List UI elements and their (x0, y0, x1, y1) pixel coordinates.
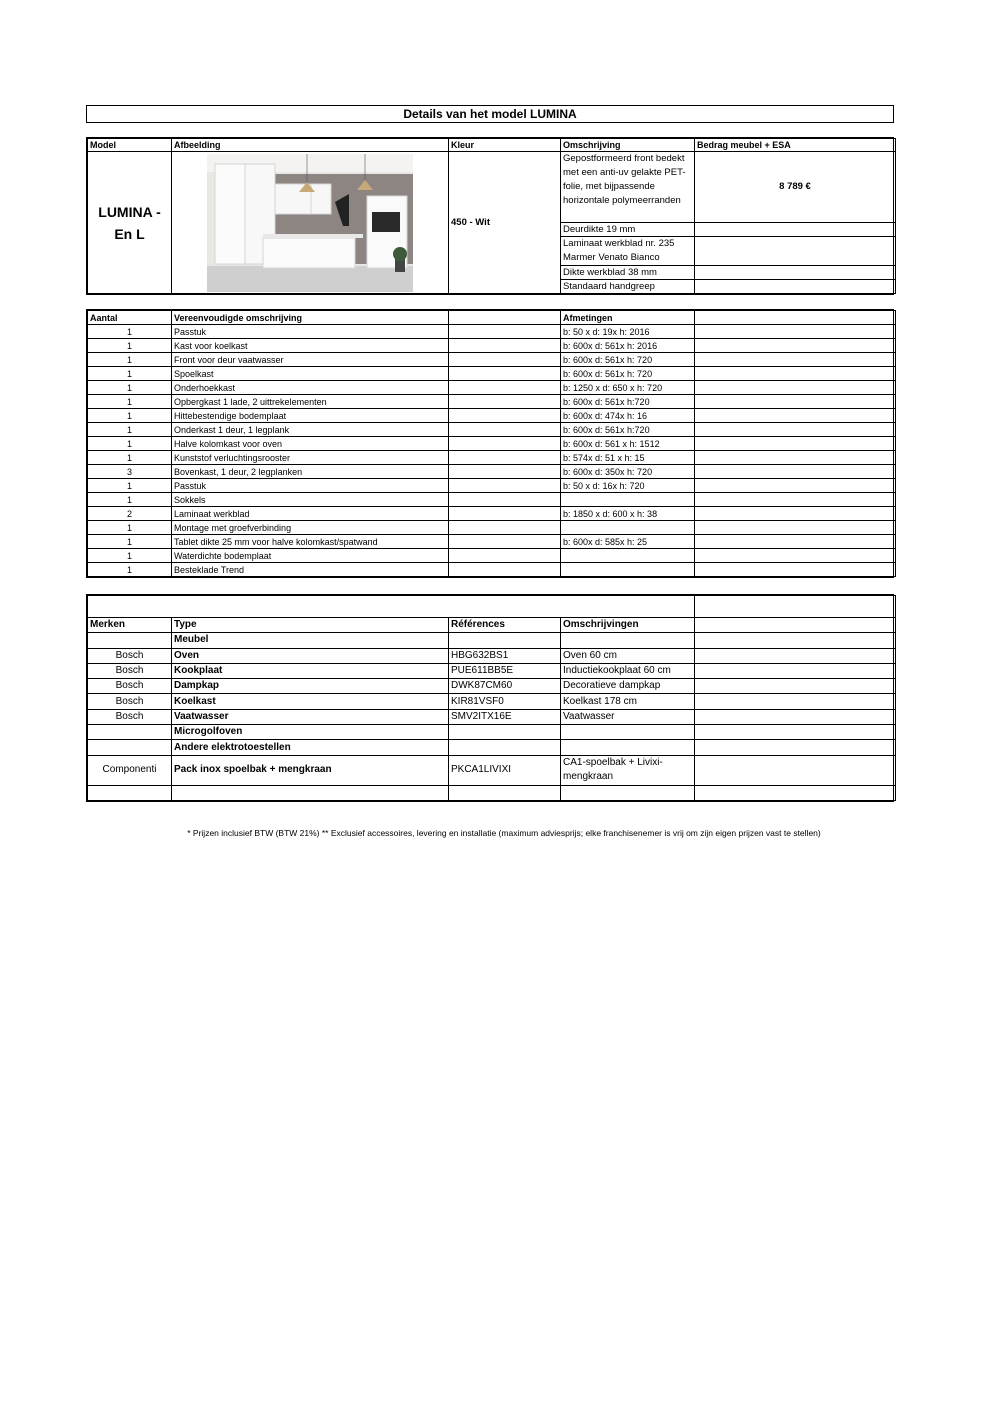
header-quantity: Aantal (88, 311, 172, 325)
appliance-reference: PKCA1LIVIXI (449, 755, 561, 785)
appliance-brand (88, 740, 172, 755)
kitchen-photo-icon (207, 154, 413, 292)
item-dimensions (561, 549, 695, 563)
appliance-type: Vaatwasser (172, 709, 449, 724)
appliance-type (172, 785, 449, 800)
description-front: Gepostformeerd front bedekt met een anti-uv gelakte PET-folie, met bijpassende horizontale polymeerranden (561, 152, 695, 223)
item-description: Halve kolomkast voor oven (172, 437, 449, 451)
table-row (88, 423, 896, 437)
table-row (88, 535, 896, 549)
item-dimensions: b: 600x d: 561x h: 2016 (561, 339, 695, 353)
item-description: Laminaat werkblad (172, 507, 449, 521)
table-row (88, 755, 896, 785)
item-description: Besteklade Trend (172, 563, 449, 577)
item-description: Montage met groefverbinding (172, 521, 449, 535)
appliance-brand: Bosch (88, 663, 172, 678)
item-dimensions: b: 600x d: 561x h:720 (561, 423, 695, 437)
header-descriptions: Omschrijvingen (561, 618, 695, 633)
appliance-type: Oven (172, 648, 449, 663)
appliance-type: Andere elektrotoestellen (172, 740, 449, 755)
appliance-description (561, 785, 695, 800)
description-worktop-thickness: Dikte werkblad 38 mm (561, 266, 695, 280)
table-row (88, 493, 896, 507)
item-quantity: 1 (88, 339, 172, 353)
appliance-type: Microgolfoven (172, 725, 449, 740)
table-row (88, 633, 896, 648)
item-dimensions: b: 600x d: 561 x h: 1512 (561, 437, 695, 451)
item-dimensions: b: 600x d: 561x h: 720 (561, 367, 695, 381)
table-row (88, 451, 896, 465)
item-quantity: 1 (88, 437, 172, 451)
item-description: Sokkels (172, 493, 449, 507)
appliance-reference (449, 725, 561, 740)
model-color: 450 - Wit (449, 152, 561, 294)
table-row (88, 465, 896, 479)
item-dimensions: b: 574x d: 51 x h: 15 (561, 451, 695, 465)
item-quantity: 1 (88, 451, 172, 465)
table-row (88, 409, 896, 423)
item-description: Front voor deur vaatwasser (172, 353, 449, 367)
item-description: Onderkast 1 deur, 1 legplank (172, 423, 449, 437)
table-row (88, 437, 896, 451)
table-row (88, 339, 896, 353)
table-row (88, 563, 896, 577)
table-row (88, 521, 896, 535)
appliance-description (561, 633, 695, 648)
appliance-reference (449, 785, 561, 800)
header-price: Bedrag meubel + ESA (695, 139, 896, 152)
item-description: Passtuk (172, 325, 449, 339)
appliance-reference (449, 633, 561, 648)
table-row (88, 367, 896, 381)
model-table (86, 137, 894, 295)
header-dimensions: Afmetingen (561, 311, 695, 325)
table-row (88, 549, 896, 563)
item-quantity: 2 (88, 507, 172, 521)
appliance-brand: Bosch (88, 679, 172, 694)
model-name: LUMINA - En L (88, 152, 172, 294)
item-quantity: 1 (88, 353, 172, 367)
table-row (88, 694, 896, 709)
appliance-description: Koelkast 178 cm (561, 694, 695, 709)
header-brands: Merken (88, 618, 172, 633)
item-dimensions (561, 521, 695, 535)
appliance-type: Pack inox spoelbak + mengkraan (172, 755, 449, 785)
item-quantity: 1 (88, 423, 172, 437)
item-description: Spoelkast (172, 367, 449, 381)
table-row (88, 353, 896, 367)
item-dimensions: b: 600x d: 585x h: 25 (561, 535, 695, 549)
model-price: 8 789 € (695, 152, 896, 223)
description-handle: Standaard handgreep (561, 280, 695, 294)
item-quantity: 1 (88, 521, 172, 535)
appliance-reference: DWK87CM60 (449, 679, 561, 694)
item-dimensions: b: 1850 x d: 600 x h: 38 (561, 507, 695, 521)
footnote: * Prijzen inclusief BTW (BTW 21%) ** Exclusief accessoires, levering en installatie (maximum adviesprijs; elke franchisenemer is vrij om zijn eigen prijzen vast te stellen) (187, 828, 821, 838)
table-row (88, 507, 896, 521)
appliance-reference: SMV2ITX16E (449, 709, 561, 724)
appliance-reference: PUE611BB5E (449, 663, 561, 678)
item-quantity: 1 (88, 325, 172, 339)
appliance-brand (88, 785, 172, 800)
appliance-reference: HBG632BS1 (449, 648, 561, 663)
item-dimensions: b: 1250 x d: 650 x h: 720 (561, 381, 695, 395)
header-simplified-description: Vereenvoudigde omschrijving (172, 311, 449, 325)
table-row (88, 785, 896, 800)
item-quantity: 1 (88, 479, 172, 493)
header-references: Références (449, 618, 561, 633)
appliance-brand: Bosch (88, 709, 172, 724)
appliance-brand: Bosch (88, 694, 172, 709)
appliances-table (86, 594, 894, 802)
description-door-thickness: Deurdikte 19 mm (561, 223, 695, 237)
header-color: Kleur (449, 139, 561, 152)
item-description: Kast voor koelkast (172, 339, 449, 353)
item-dimensions: b: 50 x d: 16x h: 720 (561, 479, 695, 493)
item-quantity: 1 (88, 535, 172, 549)
item-quantity: 1 (88, 409, 172, 423)
table-row (88, 679, 896, 694)
item-quantity: 3 (88, 465, 172, 479)
item-description: Opbergkast 1 lade, 2 uittrekelementen (172, 395, 449, 409)
appliance-description (561, 740, 695, 755)
table-row (88, 381, 896, 395)
appliance-type: Meubel (172, 633, 449, 648)
item-dimensions: b: 600x d: 561x h:720 (561, 395, 695, 409)
item-quantity: 1 (88, 381, 172, 395)
table-row (88, 479, 896, 493)
table-row (88, 648, 896, 663)
page-title: Details van het model LUMINA (86, 105, 894, 123)
item-dimensions (561, 563, 695, 577)
header-type: Type (172, 618, 449, 633)
appliance-brand (88, 725, 172, 740)
table-row (88, 740, 896, 755)
table-row (88, 663, 896, 678)
appliance-description (561, 725, 695, 740)
item-description: Kunststof verluchtingsrooster (172, 451, 449, 465)
item-dimensions (561, 493, 695, 507)
item-dimensions: b: 50 x d: 19x h: 2016 (561, 325, 695, 339)
appliance-brand: Componenti (88, 755, 172, 785)
table-row (88, 325, 896, 339)
item-description: Passtuk (172, 479, 449, 493)
appliance-brand: Bosch (88, 648, 172, 663)
appliance-type: Dampkap (172, 679, 449, 694)
header-description: Omschrijving (561, 139, 695, 152)
item-quantity: 1 (88, 563, 172, 577)
item-description: Bovenkast, 1 deur, 2 legplanken (172, 465, 449, 479)
table-row (88, 395, 896, 409)
appliance-description: Decoratieve dampkap (561, 679, 695, 694)
item-quantity: 1 (88, 395, 172, 409)
appliance-brand (88, 633, 172, 648)
appliance-type: Kookplaat (172, 663, 449, 678)
table-row (88, 709, 896, 724)
appliance-reference (449, 740, 561, 755)
item-description: Onderhoekkast (172, 381, 449, 395)
item-quantity: 1 (88, 549, 172, 563)
header-image: Afbeelding (172, 139, 449, 152)
item-dimensions: b: 600x d: 350x h: 720 (561, 465, 695, 479)
item-description: Hittebestendige bodemplaat (172, 409, 449, 423)
appliance-description: Oven 60 cm (561, 648, 695, 663)
appliance-reference: KIR81VSF0 (449, 694, 561, 709)
item-dimensions: b: 600x d: 561x h: 720 (561, 353, 695, 367)
item-quantity: 1 (88, 493, 172, 507)
description-worktop: Laminaat werkblad nr. 235 Marmer Venato Bianco (561, 237, 695, 266)
appliance-description: Inductiekookplaat 60 cm (561, 663, 695, 678)
header-model: Model (88, 139, 172, 152)
appliance-type: Koelkast (172, 694, 449, 709)
appliance-description: CA1-spoelbak + Livixi-mengkraan (561, 755, 695, 785)
appliance-description: Vaatwasser (561, 709, 695, 724)
item-dimensions: b: 600x d: 474x h: 16 (561, 409, 695, 423)
item-quantity: 1 (88, 367, 172, 381)
item-description: Waterdichte bodemplaat (172, 549, 449, 563)
item-description: Tablet dikte 25 mm voor halve kolomkast/spatwand (172, 535, 449, 549)
table-row (88, 725, 896, 740)
kitchen-image-cell (172, 152, 449, 294)
items-table (86, 309, 894, 578)
